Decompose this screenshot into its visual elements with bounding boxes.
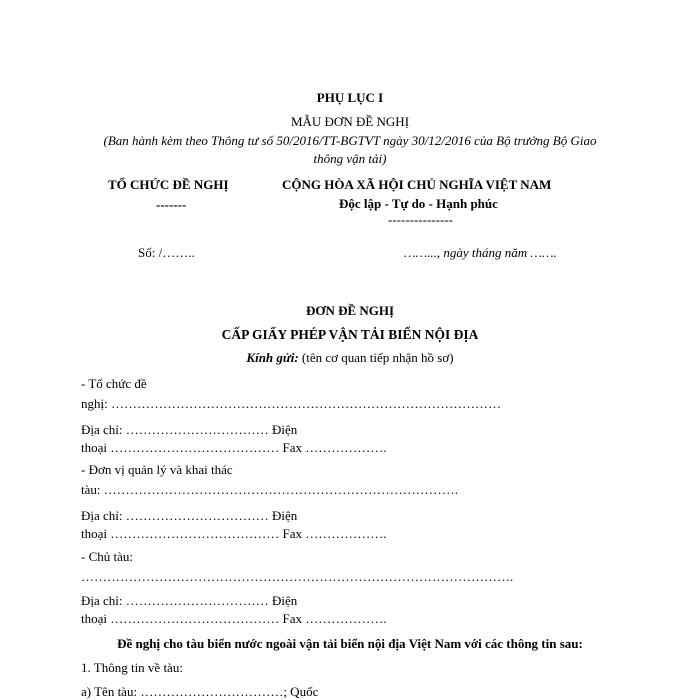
issued-note-line1: (Ban hành kèm theo Thông tư số 50/2016/TT-BGTVT ngày 30/12/2016 của Bộ trưởng Bộ Giao bbox=[103, 133, 597, 148]
request-intro: Đề nghị cho tàu biển nước ngoài vận tải biển nội địa Việt Nam với các thông tin sau: bbox=[117, 636, 583, 651]
recipient-label: Kính gửi: bbox=[246, 350, 299, 365]
petition-title: ĐƠN ĐỀ NGHỊ bbox=[305, 303, 395, 318]
ship-name-line: a) Tên tàu: ……………………………; Quốc bbox=[81, 684, 319, 699]
document-date: ……..., ngày tháng năm ……. bbox=[404, 245, 557, 260]
owner-field-label: - Chủ tàu: bbox=[81, 549, 133, 564]
appendix-title: PHỤ LỤC I bbox=[316, 90, 384, 105]
document-number: Số: /…….. bbox=[138, 245, 195, 260]
nation-separator: --------------- bbox=[388, 212, 453, 227]
org-phone-line: thoại ………………………………… Fax ………………. bbox=[81, 440, 387, 455]
recipient-line bbox=[0, 350, 700, 366]
manager-field-line: tàu: ………………………………………………………………………. bbox=[81, 482, 458, 497]
org-address-line: Địa chỉ: …………………………… Điện bbox=[81, 422, 298, 437]
nation-motto: Độc lập - Tự do - Hạnh phúc bbox=[339, 196, 498, 211]
petition-subtitle: CẤP GIẤY PHÉP VẬN TẢI BIỂN NỘI ĐỊA bbox=[221, 327, 479, 342]
owner-address-line: Địa chỉ: …………………………… Điện bbox=[81, 593, 298, 608]
manager-phone-line: thoại ………………………………… Fax ………………. bbox=[81, 526, 387, 541]
nation-name: CỘNG HÒA XÃ HỘI CHỦ NGHĨA VIỆT NAM bbox=[282, 177, 552, 192]
org-field-label: - Tổ chức đề bbox=[81, 376, 147, 391]
manager-address-line: Địa chỉ: …………………………… Điện bbox=[81, 508, 298, 523]
org-separator: ------- bbox=[156, 197, 187, 212]
owner-phone-line: thoại ………………………………… Fax ………………. bbox=[81, 611, 387, 626]
issued-note-line2: thông vận tải) bbox=[313, 151, 387, 166]
owner-field-line: ………………………………………………………………………………………. bbox=[81, 569, 514, 584]
manager-field-label: - Đơn vị quản lý và khai thác bbox=[81, 462, 233, 477]
org-name: TỔ CHỨC ĐỀ NGHỊ bbox=[108, 177, 229, 192]
section-ship-info: 1. Thông tin về tàu: bbox=[81, 660, 183, 675]
form-title: MẪU ĐƠN ĐỀ NGHỊ bbox=[290, 114, 410, 129]
org-field-line: nghị: ……………………………………………………………………………… bbox=[81, 396, 501, 411]
recipient-value: (tên cơ quan tiếp nhận hồ sơ) bbox=[298, 350, 454, 365]
